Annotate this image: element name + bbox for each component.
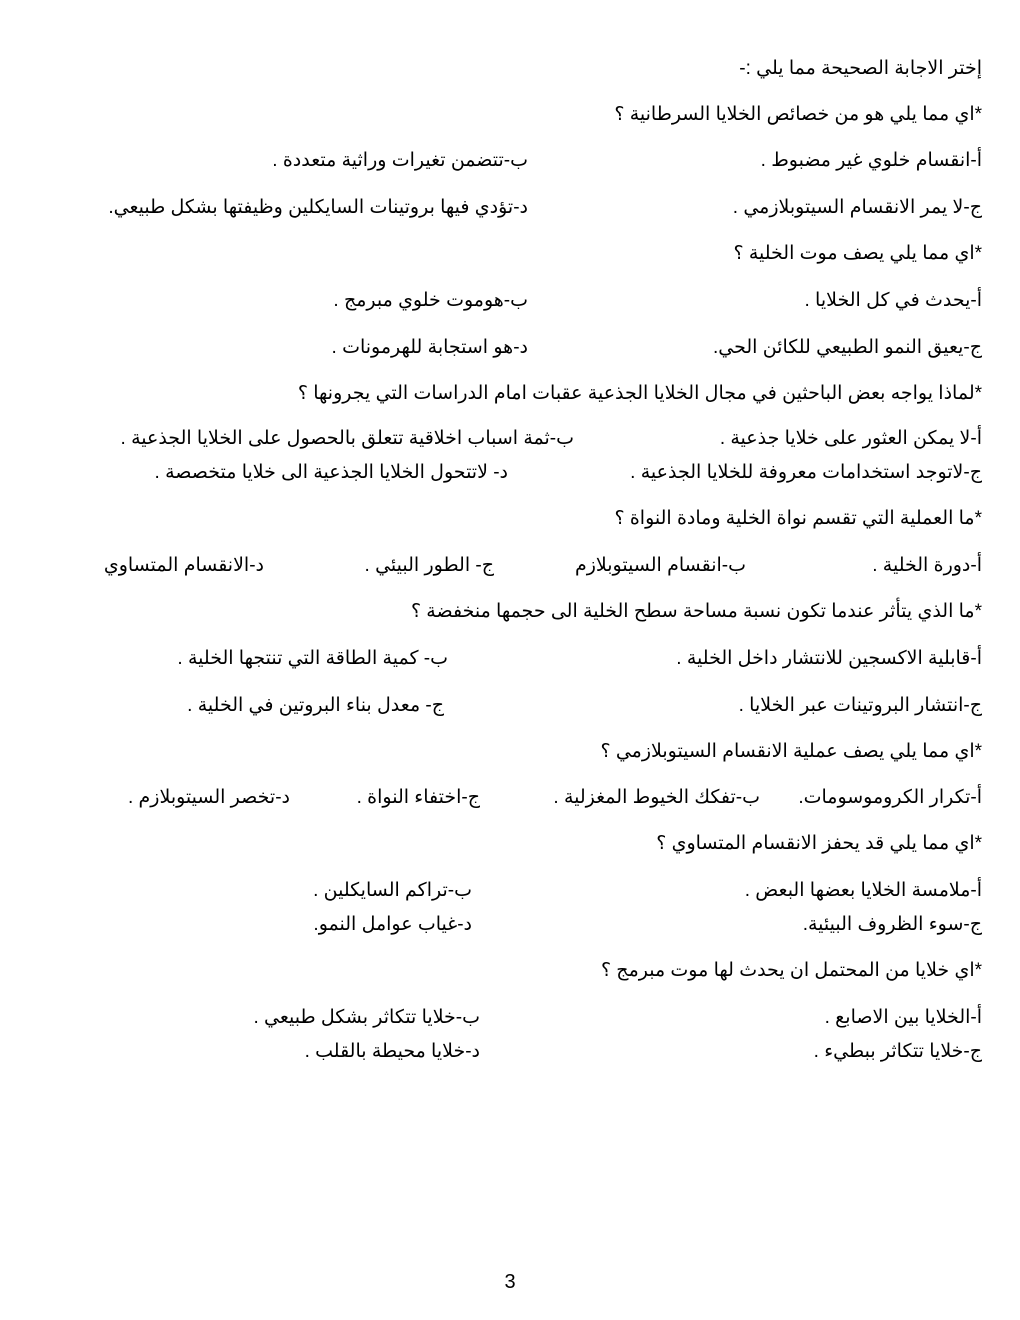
q4-option-b: ب-انقسام السيتوبلازم xyxy=(574,555,746,576)
question-6: *اي مما يلي يصف عملية الانقسام السيتوبلازمي ؟ xyxy=(600,741,982,762)
q1-option-c: ج-لا يمر الانقسام السيتوبلازمي . xyxy=(732,197,982,218)
question-8: *اي خلايا من المحتمل ان يحدث لها موت مبرمج ؟ xyxy=(600,960,982,981)
question-3-row-1 xyxy=(0,427,1020,451)
q6-option-a: أ-تكرار الكروموسومات. xyxy=(798,787,982,808)
q4-option-c: ج- الطور البيئي . xyxy=(364,555,494,576)
q7-option-c: ج-سوء الظروف البيئية. xyxy=(802,914,982,935)
question-1: *اي مما يلي هو من خصائص الخلايا السرطانية ؟ xyxy=(614,104,982,125)
q5-option-d: ج- معدل بناء البروتين في الخلية . xyxy=(187,695,444,716)
question-4-row xyxy=(0,554,1020,578)
question-7-row-1 xyxy=(0,879,1020,903)
q2-option-c: ج-يعيق النمو الطبيعي للكائن الحي. xyxy=(712,337,982,358)
question-5-row-1 xyxy=(0,647,1020,671)
question-5: *ما الذي يتأثر عندما تكون نسبة مساحة سطح الخلية الى حجمها منخفضة ؟ xyxy=(410,601,982,622)
q2-option-d: د-هو استجابة للهرمونات . xyxy=(331,337,528,358)
question-1-row-2 xyxy=(0,196,1020,220)
q5-option-c: ج-انتشار البروتينات عبر الخلايا . xyxy=(738,695,982,716)
q1-option-b: ب-تتضمن تغيرات وراثية متعددة . xyxy=(272,150,528,171)
question-7-row-2 xyxy=(0,913,1020,937)
question-3: *لماذا يواجه بعض الباحثين في مجال الخلايا الجذعية عقبات امام الدراسات التي يجرونها ؟ xyxy=(297,383,982,404)
q7-option-b: ب-تراكم السايكلين . xyxy=(313,880,472,901)
page-number: 3 xyxy=(504,1271,516,1293)
q4-option-d: د-الانقسام المتساوي xyxy=(103,555,264,576)
question-8-row-1 xyxy=(0,1006,1020,1030)
q4-option-a: أ-دورة الخلية . xyxy=(872,555,982,576)
question-2-row-2 xyxy=(0,336,1020,360)
q5-option-b: ب- كمية الطاقة التي تنتجها الخلية . xyxy=(177,648,448,669)
q3-option-c: ج-لاتوجد استخدامات معروفة للخلايا الجذعية . xyxy=(630,462,982,483)
q6-option-c: ج-اختفاء النواة . xyxy=(356,787,480,808)
q8-option-c: ج-خلايا تتكاثر ببطيء . xyxy=(813,1041,982,1062)
question-2-row-1 xyxy=(0,289,1020,313)
question-3-row-2 xyxy=(0,461,1020,485)
q3-option-a: أ-لا يمكن العثور على خلايا جذعية . xyxy=(719,428,982,449)
q8-option-b: ب-خلايا تتكاثر بشكل طبيعي . xyxy=(253,1007,480,1028)
q1-option-a: أ-انقسام خلوي غير مضبوط . xyxy=(760,150,982,171)
q6-option-b: ب-تفكك الخيوط المغزلية . xyxy=(553,787,760,808)
question-5-row-2 xyxy=(0,694,1020,718)
question-8-row-2 xyxy=(0,1040,1020,1064)
question-7: *اي مما يلي قد يحفز الانقسام المتساوي ؟ xyxy=(656,833,982,854)
q8-option-a: أ-الخلايا بين الاصابع . xyxy=(824,1007,982,1028)
q6-option-d: د-تخصر السيتوبلازم . xyxy=(127,787,290,808)
q3-option-b: ب-ثمة اسباب اخلاقية تتعلق بالحصول على الخلايا الجذعية . xyxy=(120,428,574,449)
q7-option-a: أ-ملامسة الخلايا بعضها البعض . xyxy=(744,880,982,901)
question-4: *ما العملية التي تقسم نواة الخلية ومادة النواة ؟ xyxy=(614,508,982,529)
question-1-row-1 xyxy=(0,149,1020,173)
instruction: إختر الاجابة الصحيحة مما يلي :- xyxy=(739,58,982,79)
q1-option-d: د-تؤدي فيها بروتينات السايكلين وظيفتها بشكل طبيعي. xyxy=(108,197,528,218)
q5-option-a: أ-قابلية الاكسجين للانتشار داخل الخلية . xyxy=(676,648,982,669)
q8-option-d: د-خلايا محيطة بالقلب . xyxy=(304,1041,480,1062)
question-6-row xyxy=(0,786,1020,810)
q7-option-d: د-غياب عوامل النمو. xyxy=(313,914,472,935)
q2-option-a: أ-يحدث في كل الخلايا . xyxy=(804,290,982,311)
q3-option-d: د- لاتتحول الخلايا الجذعية الى خلايا متخصصة . xyxy=(154,462,508,483)
question-2: *اي مما يلي يصف موت الخلية ؟ xyxy=(733,243,982,264)
q2-option-b: ب-هوموت خلوي مبرمج . xyxy=(333,290,528,311)
